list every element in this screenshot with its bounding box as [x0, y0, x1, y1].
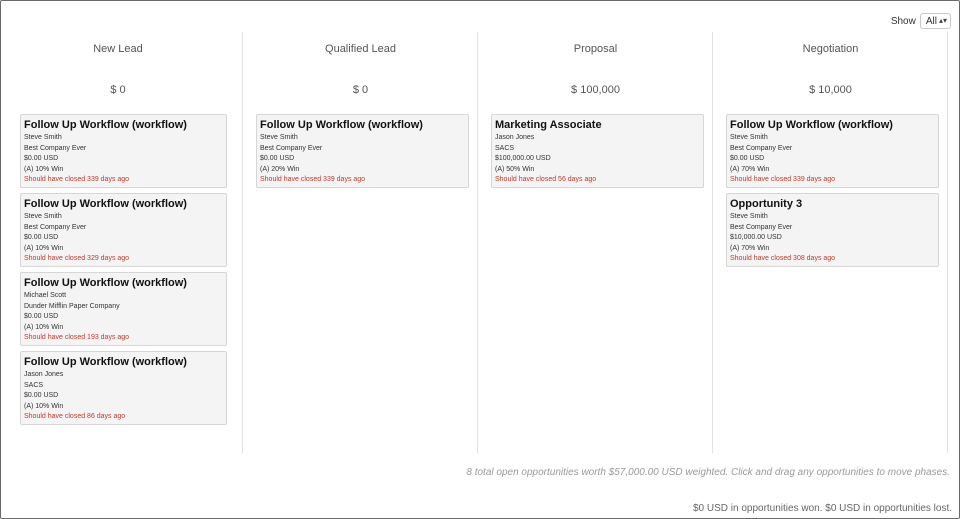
show-select[interactable]: [920, 13, 951, 29]
card-probability: (A) 10% Win: [24, 402, 64, 410]
card-status: Should have closed 308 days ago: [730, 255, 836, 262]
pipeline-note: 8 total open opportunities worth $57,000.00 USD weighted. Click and drag any opportunities to move phases.: [466, 467, 950, 478]
column-total: $ 100,000: [571, 84, 620, 96]
column-total: $ 10,000: [809, 84, 852, 96]
opportunity-card[interactable]: [726, 114, 939, 188]
card-company: Best Company Ever: [730, 144, 793, 152]
column-qualified-lead: [242, 32, 478, 453]
card-probability: (A) 10% Win: [24, 244, 64, 252]
card-company: Dunder Mifflin Paper Company: [24, 302, 120, 310]
card-amount: $10,000.00 USD: [730, 234, 782, 241]
pipeline-summary: $0 USD in opportunities won. $0 USD in opportunities lost.: [692, 503, 952, 514]
column-total: $ 0: [352, 84, 369, 96]
card-contact: Jason Jones: [495, 134, 535, 141]
card-title: Follow Up Workflow (workflow): [24, 119, 187, 131]
card-amount: $0.00 USD: [730, 155, 765, 162]
card-list: [726, 114, 939, 267]
card-amount: $100,000.00 USD: [495, 155, 551, 162]
opportunity-card[interactable]: [20, 272, 227, 346]
card-probability: (A) 20% Win: [260, 165, 300, 173]
card-contact: Steve Smith: [24, 213, 62, 220]
card-status: Should have closed 56 days ago: [495, 176, 597, 183]
column-new-lead: [0, 32, 236, 453]
card-amount: $0.00 USD: [260, 155, 295, 162]
column-proposal: [477, 32, 713, 453]
card-amount: $0.00 USD: [24, 313, 59, 320]
card-title: Follow Up Workflow (workflow): [24, 198, 187, 210]
card-title: Follow Up Workflow (workflow): [24, 277, 187, 289]
card-probability: (A) 70% Win: [730, 244, 770, 252]
card-status: Should have closed 339 days ago: [24, 176, 130, 183]
column-title: Qualified Lead: [325, 43, 396, 55]
card-status: Should have closed 86 days ago: [24, 413, 126, 420]
pipeline-board: [0, 32, 960, 453]
opportunity-card[interactable]: [20, 114, 227, 188]
opportunity-card[interactable]: [20, 193, 227, 267]
opportunity-card[interactable]: [20, 351, 227, 425]
card-title: Follow Up Workflow (workflow): [260, 119, 423, 131]
show-filter: [891, 13, 951, 29]
card-company: SACS: [495, 144, 515, 152]
card-status: Should have closed 339 days ago: [730, 176, 836, 183]
card-probability: (A) 70% Win: [730, 165, 770, 173]
card-company: Best Company Ever: [24, 144, 87, 152]
card-probability: (A) 50% Win: [495, 165, 535, 173]
card-contact: Michael Scott: [24, 292, 67, 299]
card-probability: (A) 10% Win: [24, 323, 64, 331]
column-total: $ 0: [110, 84, 126, 96]
show-label: Show: [890, 15, 916, 27]
card-company: Best Company Ever: [24, 223, 87, 231]
card-company: SACS: [24, 381, 44, 389]
card-title: Follow Up Workflow (workflow): [730, 119, 893, 131]
opportunity-card[interactable]: [726, 193, 939, 267]
card-amount: $0.00 USD: [24, 155, 59, 162]
card-list: [20, 114, 227, 425]
card-company: Best Company Ever: [730, 223, 793, 231]
column-title: Negotiation: [802, 43, 859, 55]
column-divider: [947, 32, 948, 453]
card-status: Should have closed 193 days ago: [24, 334, 130, 341]
card-contact: Jason Jones: [24, 371, 64, 378]
opportunity-card[interactable]: [256, 114, 469, 188]
column-title: New Lead: [93, 43, 143, 55]
show-select-value: All: [925, 15, 937, 27]
card-status: Should have closed 339 days ago: [260, 176, 366, 183]
opportunity-card[interactable]: [491, 114, 704, 188]
card-contact: Steve Smith: [260, 134, 298, 141]
card-contact: Steve Smith: [24, 134, 62, 141]
card-title: Opportunity 3: [730, 198, 803, 210]
card-list: [491, 114, 704, 188]
card-probability: (A) 10% Win: [24, 165, 64, 173]
card-amount: $0.00 USD: [24, 392, 59, 399]
card-list: [256, 114, 469, 188]
card-contact: Steve Smith: [730, 213, 768, 220]
column-negotiation: [712, 32, 948, 453]
card-status: Should have closed 329 days ago: [24, 255, 130, 262]
card-amount: $0.00 USD: [24, 234, 59, 241]
updown-arrows-icon: ▴▾: [938, 16, 947, 25]
card-title: Marketing Associate: [495, 119, 602, 131]
card-company: Best Company Ever: [260, 144, 323, 152]
column-title: Proposal: [573, 43, 618, 55]
card-title: Follow Up Workflow (workflow): [24, 356, 187, 368]
card-contact: Steve Smith: [730, 134, 768, 141]
